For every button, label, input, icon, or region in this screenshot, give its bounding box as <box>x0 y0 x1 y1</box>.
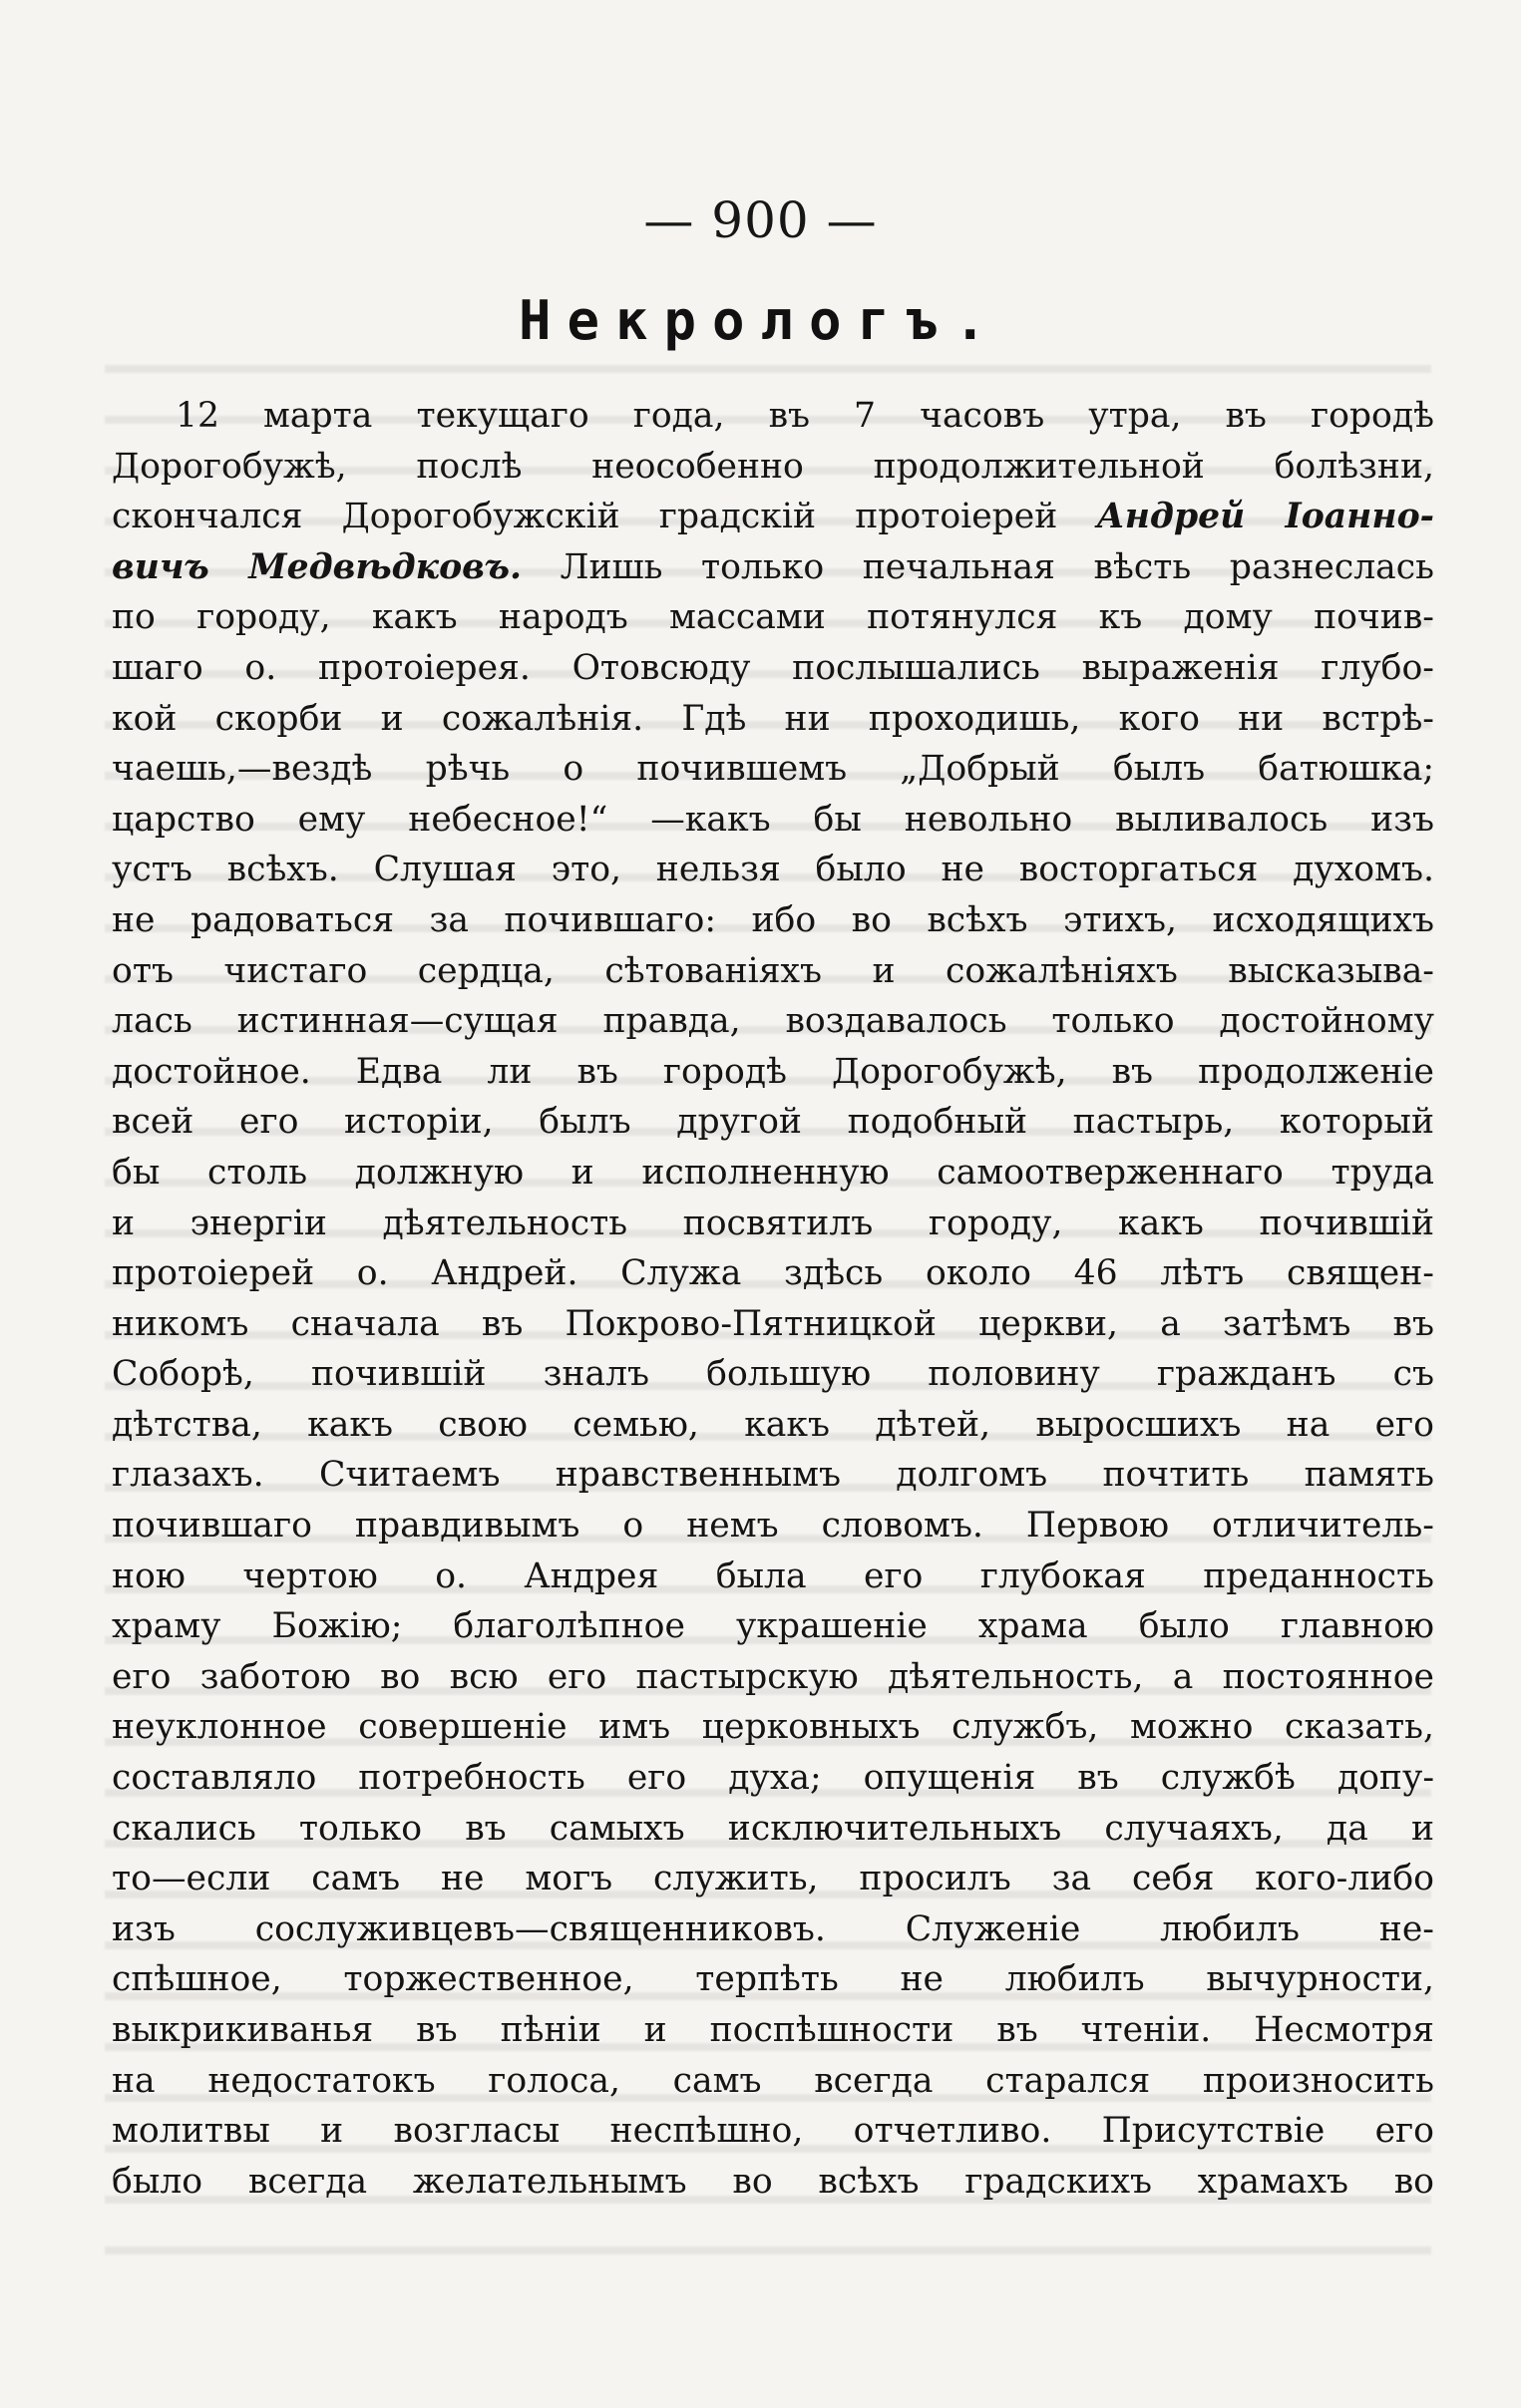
text-line <box>112 1047 1434 1098</box>
text-line <box>112 946 1434 997</box>
text-line <box>112 1652 1434 1703</box>
text-line <box>112 1804 1434 1855</box>
text-line <box>112 1753 1434 1804</box>
text-line <box>112 1501 1434 1551</box>
line-text: изъ сослуживцевъ—священниковъ. Служеніе любилъ не- <box>112 1908 1434 1949</box>
text-line <box>112 492 1434 542</box>
text-line <box>112 1702 1434 1753</box>
text-line <box>112 795 1434 846</box>
text-line <box>112 2106 1434 2157</box>
text-line <box>112 1349 1434 1400</box>
line-text: Дорогобужѣ, послѣ неособенно продолжительной болѣзни, <box>112 446 1434 487</box>
text-line <box>112 744 1434 795</box>
text-line <box>112 592 1434 643</box>
text-line <box>112 1299 1434 1350</box>
text-line <box>112 694 1434 745</box>
line-text: Лишь только печальная вѣсть разнеслась <box>522 546 1434 587</box>
text-line <box>112 1248 1434 1299</box>
line-text: молитвы и возгласы неспѣшно, отчетливо. Присутствіе его <box>112 2111 1434 2152</box>
text-line <box>112 1400 1434 1451</box>
text-line <box>112 1450 1434 1501</box>
text-line <box>112 2157 1434 2208</box>
line-text: и энергіи дѣятельность посвятилъ городу, какъ почившій <box>112 1203 1434 1243</box>
line-text: скончался Дорогобужскій градскій протоіерей <box>112 497 1097 537</box>
line-text: храму Божію; благолѣпное украшеніе храма было главною <box>112 1606 1434 1647</box>
line-text: устъ всѣхъ. Слушая это, нельзя было не восторгаться духомъ. <box>112 850 1434 890</box>
deceased-name: вичъ Медвѣдковъ. <box>112 546 523 587</box>
text-line <box>112 2005 1434 2056</box>
line-text: выкрикиванья въ пѣніи и поспѣшности въ чтеніи. Несмотря <box>112 2010 1434 2050</box>
line-text: ною чертою о. Андрея была его глубокая преданность <box>112 1555 1434 1596</box>
line-text: шаго о. протоіерея. Отовсюду послышались выраженія глубо- <box>112 647 1434 688</box>
line-text: чаешь,—вездѣ рѣчь о почившемъ „Добрый былъ батюшка; <box>112 749 1434 790</box>
line-text: кой скорби и сожалѣнія. Гдѣ ни проходишь, кого ни встрѣ- <box>112 698 1434 739</box>
line-text: глазахъ. Считаемъ нравственнымъ долгомъ почтить память <box>112 1455 1434 1496</box>
line-text: царство ему небесное!“ —какъ бы невольно выливалось изъ <box>112 799 1434 840</box>
text-line <box>112 895 1434 946</box>
text-line <box>112 1601 1434 1652</box>
text-line <box>112 1199 1434 1249</box>
line-text: дѣтства, какъ свою семью, какъ дѣтей, выросшихъ на его <box>112 1404 1434 1445</box>
line-text: всей его исторіи, былъ другой подобный пастырь, который <box>112 1102 1434 1143</box>
text-line <box>112 643 1434 694</box>
line-text: по городу, какъ народъ массами потянулся къ дому почив- <box>112 597 1434 638</box>
page-number: — 900 — <box>643 191 878 249</box>
text-line <box>112 1954 1434 2005</box>
line-text: скались только въ самыхъ исключительныхъ случаяхъ, да и <box>112 1808 1434 1849</box>
line-text: отъ чистаго сердца, сѣтованіяхъ и сожалѣніяхъ высказыва- <box>112 950 1434 991</box>
line-text: спѣшное, торжественное, терпѣть не любилъ вычурности, <box>112 1959 1434 2000</box>
line-text: 12 марта текущаго года, въ 7 часовъ утра, въ городѣ <box>176 396 1434 436</box>
text-line <box>112 1904 1434 1955</box>
line-text: Соборѣ, почившій зналъ большую половину гражданъ съ <box>112 1354 1434 1395</box>
line-text: на недостатокъ голоса, самъ всегда старался произносить <box>112 2060 1434 2101</box>
text-line <box>112 845 1434 895</box>
text-line <box>112 542 1434 593</box>
page-title: Некрологъ. <box>518 289 1003 352</box>
line-text: протоіерей о. Андрей. Служа здѣсь около 46 лѣтъ священ- <box>112 1253 1434 1294</box>
line-text: лась истинная—сущая правда, воздавалось только достойному <box>112 1001 1434 1042</box>
text-line <box>112 391 1434 442</box>
line-text: почившаго правдивымъ о немъ словомъ. Первою отличитель- <box>112 1506 1434 1547</box>
text-line <box>112 2056 1434 2107</box>
line-text: неуклонное совершеніе имъ церковныхъ службъ, можно сказать, <box>112 1707 1434 1748</box>
deceased-name: Андрей Іоанно- <box>1096 497 1434 537</box>
line-text: бы столь должную и исполненную самоотверженнаго труда <box>112 1152 1434 1193</box>
line-text: никомъ сначала въ Покрово-Пятницкой церкви, а затѣмъ въ <box>112 1303 1434 1344</box>
line-text: его заботою во всю его пастырскую дѣятельность, а постоянное <box>112 1656 1434 1697</box>
line-text: не радоваться за почившаго: ибо во всѣхъ этихъ, исходящихъ <box>112 899 1434 940</box>
text-line <box>112 1854 1434 1904</box>
line-text: было всегда желательнымъ во всѣхъ градскихъ храмахъ во <box>112 2161 1434 2202</box>
text-line <box>112 996 1434 1047</box>
line-text: достойное. Едва ли въ городѣ Дорогобужѣ, въ продолженіе <box>112 1051 1434 1092</box>
text-line <box>112 442 1434 493</box>
text-line <box>112 1148 1434 1199</box>
text-line <box>112 1551 1434 1602</box>
line-text: то—если самъ не могъ служить, просилъ за себя кого-либо <box>112 1859 1434 1899</box>
line-text: составляло потребность его духа; опущенія въ службѣ допу- <box>112 1758 1434 1799</box>
obituary-text <box>112 391 1434 2207</box>
text-line <box>112 1097 1434 1148</box>
